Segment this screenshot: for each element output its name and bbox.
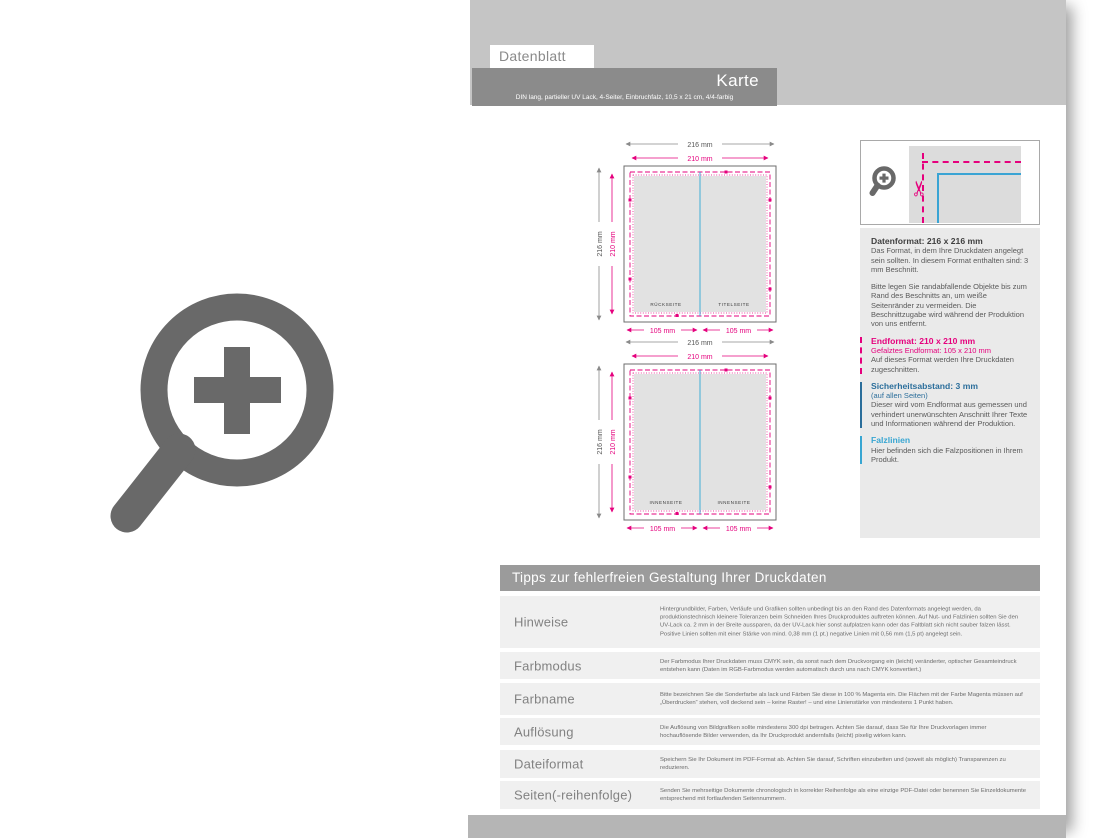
scissors-icon: ✂	[908, 179, 932, 198]
footer-band	[468, 815, 1066, 838]
svg-text:105 mm: 105 mm	[725, 328, 752, 335]
datasheet-page	[468, 0, 1066, 838]
falzlinien-body: Hier befinden sich die Falzpositionen in Ihrem Produkt.	[871, 445, 1023, 464]
section-falzlinien	[860, 436, 1031, 464]
dim-endformat-height	[607, 372, 617, 512]
cut-line-horizontal	[922, 161, 1021, 163]
sicherheitsabstand-sub: (auf allen Seiten)	[871, 391, 928, 401]
dim-datenformat-width	[626, 337, 774, 347]
zoom-in-icon[interactable]	[100, 272, 365, 557]
tip-row-farbmodus	[500, 652, 1040, 679]
datenformat-body: Das Format, in dem Ihre Druckdaten angelegt sein sollten. In diesem Format enthalten sind: 3 mm Beschnitt.	[871, 246, 1029, 274]
tip-row-seitenreihenfolge	[500, 781, 1040, 809]
svg-text:210 mm: 210 mm	[610, 429, 617, 455]
tip-label: Farbmodus	[514, 658, 582, 673]
panel-label-left: RÜCKSEITE	[650, 302, 682, 307]
tip-row-aufloesung	[500, 718, 1040, 745]
tip-text: Der Farbmodus Ihrer Druckdaten muss CMYK sein, da sonst nach dem Druckvorgang ein (leicht) veränderter, optischer Gesamteindruck entstehen kann (Daten im RGB-Farbmodus werden automatisch durch uns nach CMYK konvertiert.)	[660, 658, 1017, 673]
bleed-note-body: Bitte legen Sie randabfallende Objekte bis zum Rand des Beschnitts an, um weiße Seitenränder zu vermeiden. Die Beschnittzugabe wird während der Produktion von uns entfernt.	[871, 282, 1027, 329]
tip-row-hinweise	[500, 596, 1040, 648]
sicherheitsabstand-heading: Sicherheitsabstand: 3 mm	[871, 380, 978, 391]
dim-endformat-width	[632, 153, 768, 163]
tip-label: Dateiformat	[514, 756, 584, 772]
panel-label-left: INNENSEITE	[649, 500, 683, 505]
tip-row-farbname	[500, 683, 1040, 715]
svg-text:216 mm: 216 mm	[597, 429, 604, 455]
dim-endformat-height	[607, 174, 617, 314]
section-endformat	[860, 337, 1031, 374]
bleed-detail-box	[860, 140, 1040, 225]
tip-text: Senden Sie mehrseitige Dokumente chronologisch in korrekter Reihenfolge als eine einzige PDF-Datei oder benennen Sie Einzeldokumente entsprechend mit fortlaufenden Seitennummern.	[660, 787, 1027, 802]
section-datenformat	[871, 237, 1031, 274]
tip-label: Farbname	[514, 691, 575, 707]
corner-preview	[909, 146, 1021, 223]
dim-datenformat-height	[594, 168, 604, 320]
tip-text: Hintergrundbilder, Farben, Verläufe und Grafiken sollten unbedingt bis an den Rand des Datenformats angelegt werden, da produktionstechnisch kleinere Toleranzen beim Schneiden Ihres Druckproduktes auftreten können. Auf Nut- und Falzlinien sollten Sie den UV-Lack ca. 2 mm in der Breite aussparen, da der UV-Lack hier sonst aufplatzen kann oder das Faltblatt sich nicht sauber falzen lässt. Positive Linien sollten mit einer Stärke von mind. 0,38 mm (1 pt.) negative Linien mit 0,56 mm (1,5 pt) angelegt sein.	[660, 606, 1019, 638]
tip-text: Die Auflösung von Bildgrafiken sollte mindestens 300 dpi betragen. Achten Sie darauf, dass Sie für Ihre Druckvorlagen immer hochauflösende Bilder verwenden, da Ihr Druckprodukt andernfalls (leicht) pixelig wirken kann.	[660, 724, 987, 739]
tip-text: Bitte bezeichnen Sie die Sonderfarbe als lack und Färben Sie diese in 100 % Magenta ein. Die Flächen mit der Farbe Magenta müssen auf „Überdrucken“ stehen, voll deckend sein – keine Raster! – und eine Linienstärke von mindestens 1 Punkt haben.	[660, 691, 1023, 706]
svg-text:105 mm: 105 mm	[725, 526, 752, 533]
svg-text:216 mm: 216 mm	[687, 340, 713, 347]
dim-datenformat-width	[626, 139, 774, 149]
svg-text:210 mm: 210 mm	[610, 231, 617, 257]
zoom-in-icon-small	[869, 165, 901, 203]
dim-datenformat-height	[594, 366, 604, 518]
dim-half-right	[703, 325, 773, 335]
section-bleed-note	[871, 282, 1031, 328]
format-diagram-inside	[593, 336, 778, 535]
endformat-heading: Endformat: 210 x 210 mm	[871, 335, 976, 346]
tip-label: Auflösung	[514, 724, 574, 739]
tab-datenblatt[interactable]: Datenblatt	[490, 45, 594, 68]
dim-half-left	[627, 523, 697, 533]
endformat-body: Auf dieses Format werden Ihre Druckdaten zugeschnitten.	[871, 355, 1014, 374]
tip-text: Speichern Sie Ihr Dokument im PDF-Format ab. Achten Sie darauf, Schriften einzubetten und (soweit als möglich) Transparenzen zu reduzieren.	[660, 756, 1006, 771]
falzlinien-heading: Falzlinien	[871, 435, 911, 446]
tip-label: Seiten(-reihenfolge)	[514, 787, 633, 803]
dim-half-left	[627, 325, 697, 335]
panel-label-right: TITELSEITE	[718, 302, 750, 307]
svg-text:216 mm: 216 mm	[687, 142, 713, 149]
section-sicherheitsabstand	[860, 382, 1031, 428]
svg-text:105 mm: 105 mm	[649, 526, 676, 533]
page-subtitle: DIN lang, partieller UV Lack, 4-Seiter, Einbruchfalz, 10,5 x 21 cm, 4/4-farbig	[515, 94, 734, 101]
tip-label: Hinweise	[514, 614, 569, 630]
format-diagram-outside	[593, 138, 778, 337]
svg-text:105 mm: 105 mm	[649, 328, 676, 335]
svg-text:210 mm: 210 mm	[687, 354, 713, 361]
datenformat-heading: Datenformat: 216 x 216 mm	[871, 236, 983, 246]
title-band	[472, 68, 777, 106]
svg-text:210 mm: 210 mm	[687, 156, 713, 163]
svg-text:216 mm: 216 mm	[597, 231, 604, 257]
format-info-panel	[860, 228, 1040, 538]
tip-row-dateiformat	[500, 750, 1040, 778]
dim-endformat-width	[632, 351, 768, 361]
safety-line-vertical	[937, 173, 939, 223]
endformat-sub: Gefalztes Endformat: 105 x 210 mm	[871, 345, 992, 355]
tips-header: Tipps zur fehlerfreien Gestaltung Ihrer Druckdaten	[500, 565, 1040, 591]
dim-half-right	[703, 523, 773, 533]
sicherheitsabstand-body: Dieser wird vom Endformat aus gemessen und verhindert unerwünschten Anschnitt Ihrer Texte und Informationen während der Produktion.	[871, 400, 1028, 429]
panel-label-right: INNENSEITE	[717, 500, 751, 505]
page-title: Karte	[716, 71, 759, 90]
safety-line-horizontal	[937, 173, 1021, 175]
